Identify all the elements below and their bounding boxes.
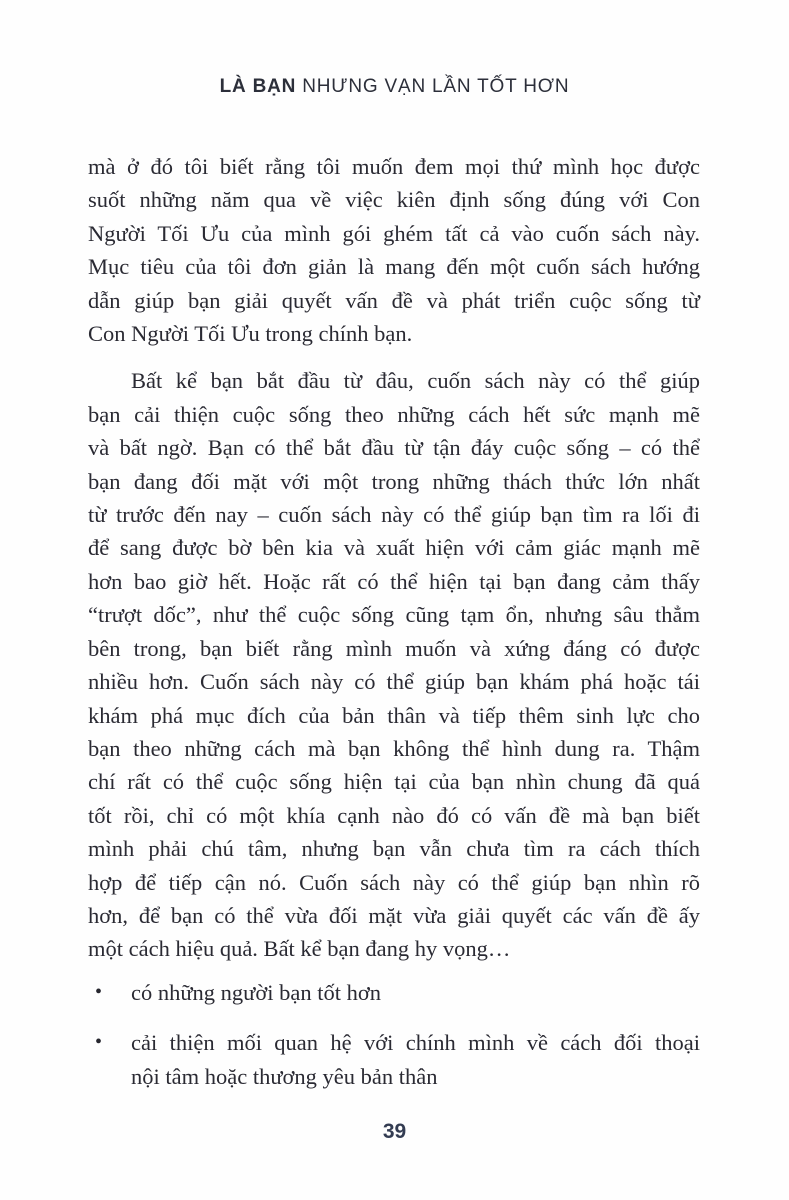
running-header (0, 76, 789, 98)
text-line: bạn cải thiện cuộc sống theo những cách hết sức mạnh mẽ (88, 401, 700, 427)
paragraph (88, 150, 700, 350)
bullet-text (131, 1026, 700, 1093)
list-item (88, 1026, 700, 1093)
bullet-icon: • (95, 1031, 103, 1054)
text-line: bạn theo những cách mà bạn không thể hình dung ra. Thậm (88, 735, 700, 761)
text-line: nội tâm hoặc thương yêu bản thân (131, 1063, 438, 1089)
text-line: hơn, để bạn có thể vừa đối mặt vừa giải quyết các vấn đề ấy (88, 902, 700, 928)
bullet-icon: • (95, 980, 103, 1003)
bullet-text (131, 976, 700, 1009)
text-line: dẫn giúp bạn giải quyết vấn đề và phát triển cuộc sống từ (88, 287, 700, 313)
text-line: chí rất có thể cuộc sống hiện tại của bạn nhìn chung đã quá (88, 769, 700, 795)
text-line: Người Tối Ưu của mình gói ghém tất cả vào cuốn sách này. (88, 220, 700, 246)
text-line: “trượt dốc”, như thể cuộc sống cũng tạm ổn, nhưng sâu thẳm (88, 602, 700, 628)
text-line: bạn đang đối mặt với một trong những thách thức lớn nhất (88, 468, 700, 494)
text-line: để sang được bờ bên kia và xuất hiện với cảm giác mạnh mẽ (88, 535, 700, 561)
text-line: Mục tiêu của tôi đơn giản là mang đến một cuốn sách hướng (88, 254, 700, 280)
book-title-regular: NHƯNG VẠN LẦN TỐT HƠN (296, 76, 570, 97)
text-line: Con Người Tối Ưu trong chính bạn. (88, 321, 413, 347)
text-line: cải thiện mối quan hệ với chính mình về cách đối thoại (131, 1030, 700, 1056)
body-text (88, 150, 700, 1093)
book-title-bold: LÀ BẠN (219, 76, 297, 97)
text-line: và bất ngờ. Bạn có thể bắt đầu từ tận đáy cuộc sống – có thể (88, 435, 700, 461)
text-line: tốt rồi, chỉ có một khía cạnh nào đó có vấn đề mà bạn biết (88, 802, 700, 828)
text-line: hơn bao giờ hết. Hoặc rất có thể hiện tại bạn đang cảm thấy (88, 568, 700, 594)
text-line: mình phải chú tâm, nhưng bạn vẫn chưa tìm ra cách thích (88, 836, 700, 862)
text-line: hợp để tiếp cận nó. Cuốn sách này có thể giúp bạn nhìn rõ (88, 869, 700, 895)
text-line: bên trong, bạn biết rằng mình muốn và xứng đáng có được (88, 635, 700, 661)
text-line: có những người bạn tốt hơn (131, 979, 382, 1005)
text-line: suốt những năm qua về việc kiên định sống đúng với Con (88, 187, 700, 213)
text-line: mà ở đó tôi biết rằng tôi muốn đem mọi thứ mình học được (88, 154, 700, 179)
bullet-list (88, 976, 700, 1093)
text-line: khám phá mục đích của bản thân và tiếp thêm sinh lực cho (88, 702, 700, 728)
text-line: một cách hiệu quả. Bất kể bạn đang hy vọng… (88, 936, 511, 962)
page-number: 39 (382, 1120, 407, 1143)
list-item (88, 976, 700, 1009)
text-line: từ trước đến nay – cuốn sách này có thể giúp bạn tìm ra lối đi (88, 502, 700, 528)
text-line: Bất kể bạn bắt đầu từ đâu, cuốn sách này có thể giúp (131, 368, 700, 394)
text-line: nhiều hơn. Cuốn sách này có thể giúp bạn khám phá hoặc tái (88, 669, 700, 695)
paragraph (88, 364, 700, 965)
